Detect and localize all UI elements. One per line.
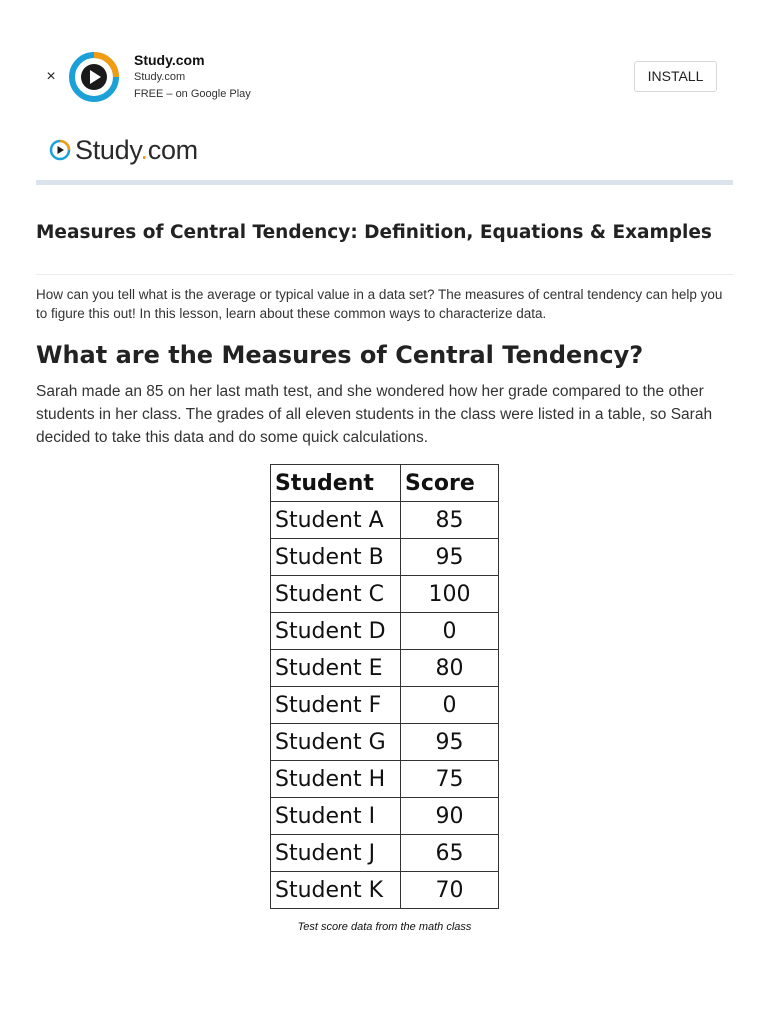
column-header-student: Student bbox=[271, 465, 401, 502]
banner-app-name: Study.com bbox=[134, 52, 205, 68]
logo-wordmark bbox=[75, 135, 198, 166]
play-circle-icon bbox=[49, 139, 71, 161]
column-header-score: Score bbox=[401, 465, 499, 502]
score-cell: 85 bbox=[401, 502, 499, 539]
table-row bbox=[271, 687, 499, 724]
score-cell: 0 bbox=[401, 613, 499, 650]
student-cell: Student G bbox=[271, 724, 401, 761]
section-heading: What are the Measures of Central Tendency? bbox=[36, 341, 644, 369]
table-row bbox=[271, 761, 499, 798]
table-row bbox=[271, 650, 499, 687]
student-cell: Student A bbox=[271, 502, 401, 539]
title-divider bbox=[36, 274, 733, 275]
score-table bbox=[270, 464, 499, 909]
score-cell: 90 bbox=[401, 798, 499, 835]
student-cell: Student F bbox=[271, 687, 401, 724]
student-cell: Student B bbox=[271, 539, 401, 576]
table-row bbox=[271, 835, 499, 872]
logo-text-dot: . bbox=[140, 134, 148, 165]
table-row bbox=[271, 798, 499, 835]
banner-publisher: Study.com bbox=[134, 71, 186, 83]
app-install-banner bbox=[0, 0, 768, 120]
student-cell: Student J bbox=[271, 835, 401, 872]
table-row bbox=[271, 502, 499, 539]
table-row bbox=[271, 539, 499, 576]
study-app-icon[interactable] bbox=[69, 52, 119, 102]
article-title: Measures of Central Tendency: Definition, Equations & Examples bbox=[36, 222, 712, 243]
close-banner-button[interactable]: × bbox=[46, 68, 56, 85]
lesson-body-text: Sarah made an 85 on her last math test, and she wondered how her grade compared to the other students in her class. The grades of all eleven students in the class were listed in a table, so Sarah decided to take this data and do some quick calculations. bbox=[36, 383, 713, 446]
site-logo[interactable] bbox=[49, 132, 198, 168]
student-cell: Student K bbox=[271, 872, 401, 909]
score-cell: 95 bbox=[401, 724, 499, 761]
table-row bbox=[271, 576, 499, 613]
table-caption: Test score data from the math class bbox=[297, 921, 472, 933]
banner-price-store: FREE – on Google Play bbox=[134, 88, 251, 100]
student-cell: Student H bbox=[271, 761, 401, 798]
table-header-row bbox=[271, 465, 499, 502]
score-cell: 80 bbox=[401, 650, 499, 687]
student-cell: Student C bbox=[271, 576, 401, 613]
score-cell: 70 bbox=[401, 872, 499, 909]
lesson-summary: How can you tell what is the average or typical value in a data set? The measures of central tendency can help you to figure this out! In this lesson, learn about these common ways to characterize data. bbox=[36, 287, 723, 321]
install-button[interactable]: INSTALL bbox=[634, 61, 717, 92]
logo-text-main: Study bbox=[75, 134, 141, 165]
table-row bbox=[271, 724, 499, 761]
student-cell: Student E bbox=[271, 650, 401, 687]
table-row bbox=[271, 613, 499, 650]
table-row bbox=[271, 872, 499, 909]
score-cell: 0 bbox=[401, 687, 499, 724]
header-divider bbox=[36, 180, 733, 185]
logo-text-tld: com bbox=[147, 134, 198, 165]
score-cell: 95 bbox=[401, 539, 499, 576]
student-cell: Student D bbox=[271, 613, 401, 650]
score-cell: 100 bbox=[401, 576, 499, 613]
score-cell: 65 bbox=[401, 835, 499, 872]
score-cell: 75 bbox=[401, 761, 499, 798]
student-cell: Student I bbox=[271, 798, 401, 835]
